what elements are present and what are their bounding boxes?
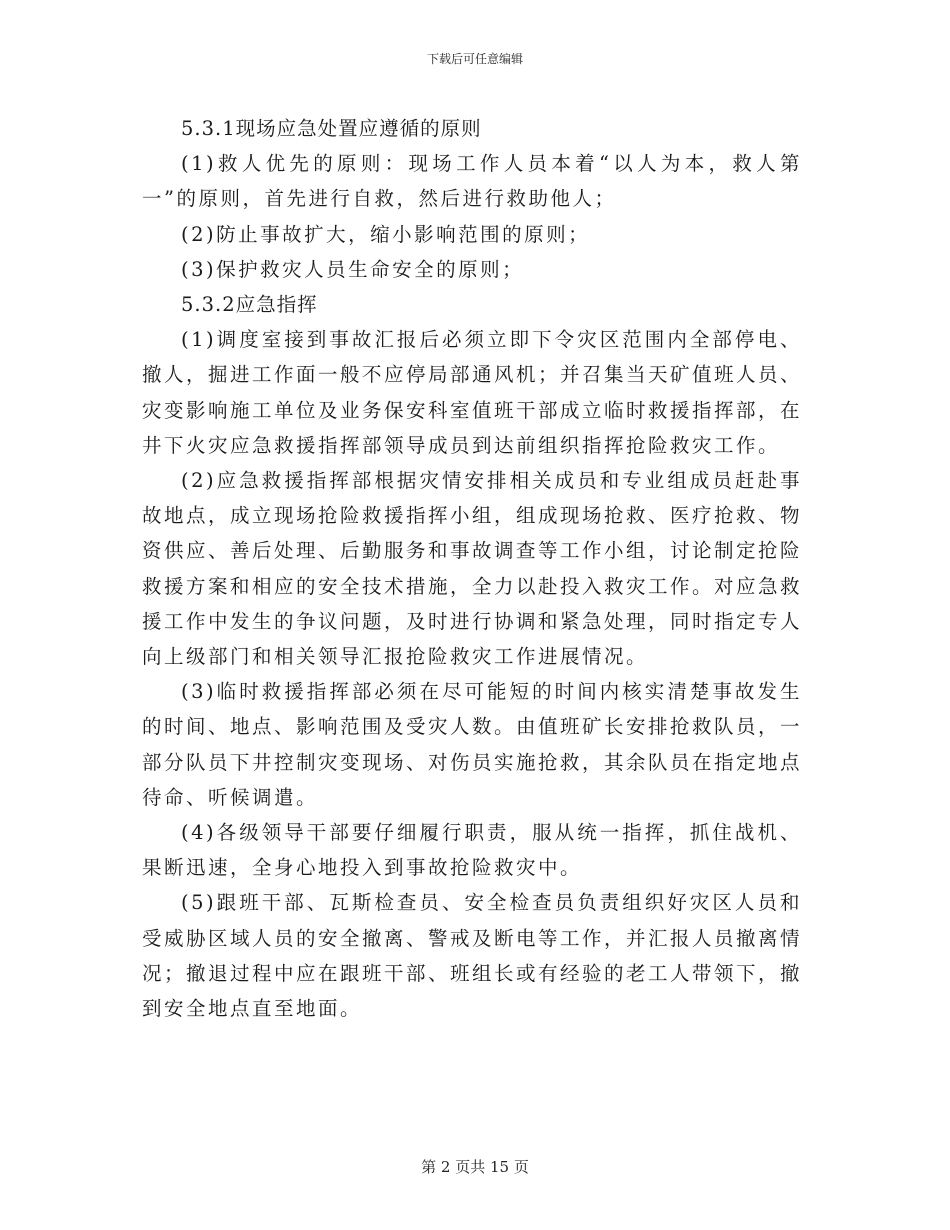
paragraph-command-2: (2)应急救援指挥部根据灾情安排相关成员和专业组成员赶赴事故地点，成立现场抢险救援指挥小组，组成现场抢救、医疗抢救、物资供应、善后处理、后勤服务和事故调查等工作小组，讨论制定抢险救援方案和相应的安全技术措施，全力以赴投入救灾工作。对应急救援工作中发生的争议问题，及时进行协调和紧急处理，同时指定专人向上级部门和相关领导汇报抢险救灾工作进展情况。 [142, 469, 803, 669]
section-heading-5-3-1: 5.3.1现场应急处置应遵循的原则 [181, 117, 482, 140]
paragraph-principle-1: (1)救人优先的原则：现场工作人员本着“以人为本，救人第一”的原则，首先进行自救，然后进行救助他人； [142, 152, 802, 211]
paragraph-command-4: (4)各级领导干部要仔细履行职责，服从统一指挥，抓住战机、果断迅速，全身心地投入到事故抢险救灾中。 [142, 821, 802, 880]
paragraph-principle-3: (3)保护救灾人员生命安全的原则； [181, 257, 525, 281]
paragraph-command-1: (1)调度室接到事故汇报后必须立即下令灾区范围内全部停电、撤人，掘进工作面一般不应停局部通风机；并召集当天矿值班人员、灾变影响施工单位及业务保安科室值班干部成立临时救援指挥部，在井下火灾应急救援指挥部领导成员到达前组织指挥抢险救灾工作。 [142, 328, 803, 457]
paragraph-command-5: (5)跟班干部、瓦斯检查员、安全检查员负责组织好灾区人员和受威胁区域人员的安全撤离、警戒及断电等工作，并汇报人员撤离情况；撤退过程中应在跟班干部、班组长或有经验的老工人带领下，撤到安全地点直至地面。 [142, 891, 803, 1021]
paragraph-principle-2: (2)防止事故扩大，缩小影响范围的原则； [181, 222, 591, 246]
page-footer: 第 2 页共 15 页 [421, 1158, 529, 1176]
page-header: 下载后可任意编辑 [426, 52, 523, 66]
section-heading-5-3-2: 5.3.2应急指挥 [181, 293, 318, 317]
document-body [142, 111, 802, 1026]
paragraph-command-3: (3)临时救援指挥部必须在尽可能短的时间内核实清楚事故发生的时间、地点、影响范围及受灾人数。由值班矿长安排抢救队员，一部分队员下井控制灾变现场、对伤员实施抢救，其余队员在指定地点待命、听候调遣。 [142, 680, 803, 809]
